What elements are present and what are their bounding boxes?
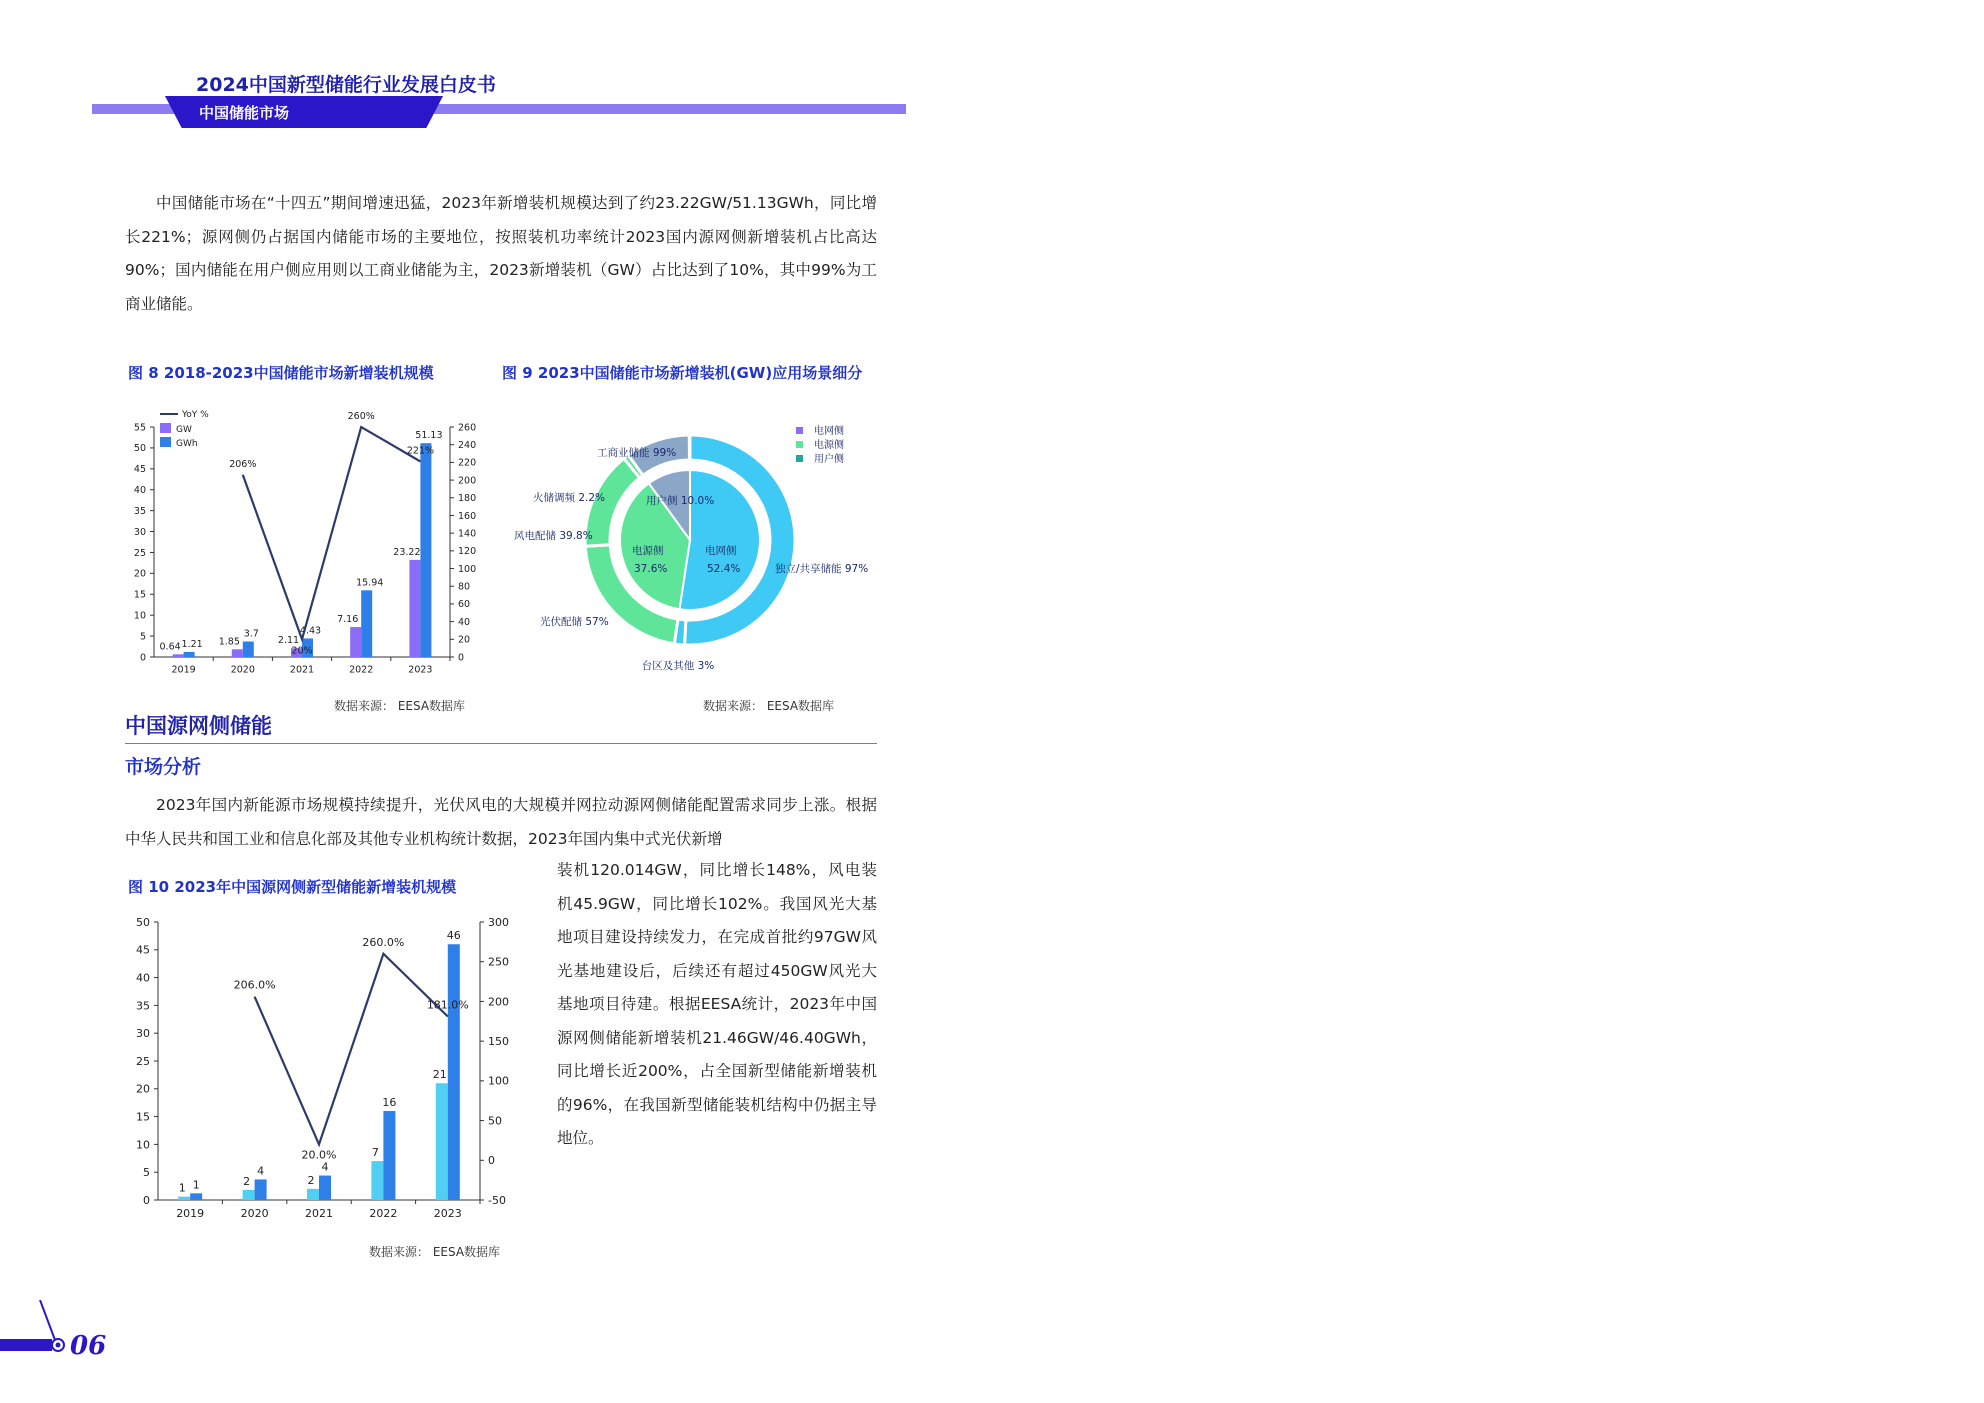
bar-gw-label: 2.11 [277,635,300,647]
section-label: 中国储能市场 [199,104,290,122]
inner-label-grid-name: 电网侧 [705,545,737,557]
y2-tick-label: 220 [458,457,477,469]
y2-tick-label: 140 [458,528,477,540]
legend-swatch [796,455,803,462]
legend-gw-swatch [160,423,171,433]
yoy-label: 260.0% [362,935,405,949]
bar-gw-label: 1.85 [218,636,240,648]
y2-tick-label: 250 [488,955,509,969]
yoy-label: 206% [229,458,257,470]
bar-gw-label: 7 [371,1146,379,1160]
bar-gwh-label: 4.43 [299,625,322,637]
outer-slice [689,435,690,460]
legend-yoy-label: YoY % [182,410,209,420]
y-tick-label: 15 [133,589,146,601]
bar-gwh [184,652,195,657]
y-tick-label: 25 [136,1054,150,1068]
y2-tick-label: 0 [488,1154,495,1168]
bar-gw-label: 7.16 [337,614,359,626]
outer-label: 台区及其他 3% [641,660,715,672]
y2-tick-label: 100 [458,563,477,575]
legend-label: 电网侧 [814,426,844,437]
y2-tick-label: 240 [458,440,477,452]
bar-gw [409,560,420,657]
document-title: 2024中国新型储能行业发展白皮书 [196,74,496,96]
inner-slice [679,470,760,610]
y-tick-label: 30 [133,526,146,538]
x-tick-label: 2022 [369,1207,398,1220]
page-number: 06 [70,1331,107,1361]
bar-gw-label: 1 [178,1181,186,1195]
y2-tick-label: 50 [488,1114,502,1128]
fig8-chart [120,405,500,685]
outer-label: 光伏配储 57% [540,616,609,628]
y-tick-label: 45 [133,464,146,476]
x-tick-label: 2021 [305,1207,333,1220]
yoy-label: 181.0% [426,998,469,1012]
legend-label: 用户侧 [814,454,844,465]
y2-tick-label: 120 [458,546,477,558]
outer-label: 工商业储能 99% [597,447,677,459]
y-tick-label: 50 [133,443,146,455]
x-tick-label: 2020 [240,1207,269,1220]
yoy-label: 20.0% [301,1148,337,1162]
side-paragraph: 装机120.014GW，同比增长148%，风电装机45.9GW，同比增长102%。我国风光大基地项目建设持续发力，在完成首批约97GW风光基地建设后，后续还有超过450GW风光大基地项目待建。根据EESA统计，2023年中国源网侧储能新增装机21.46GW/46.40GWh，同比增长近200%，占全国新型储能新增装机的96%，在我国新型储能装机结构中仍据主导地位。 [557,861,877,1147]
x-tick-label: 2019 [171,664,196,676]
corner-bar [0,1339,52,1351]
corner-line [40,1300,55,1340]
fig10-source: 数据来源： EESA数据库 [369,1245,501,1259]
bar-gwh [255,1179,267,1200]
bar-gw [232,649,243,657]
y2-tick-label: 300 [488,915,509,929]
x-tick-label: 2023 [408,664,433,676]
y-tick-label: 40 [136,971,150,985]
y2-tick-label: 200 [488,995,509,1009]
outer-label: 火储调频 2.2% [533,492,606,504]
x-tick-label: 2023 [433,1207,462,1220]
bar-gwh-label: 1.21 [181,638,203,650]
fig9-chart [500,420,890,685]
x-tick-label: 2021 [289,664,315,676]
bar-gw [178,1197,190,1200]
bar-gwh-label: 16 [382,1096,397,1110]
fig10-chart [135,912,535,1224]
intro-paragraph: 中国储能市场在“十四五”期间增速迅猛，2023年新增装机规模达到了约23.22GW/51.13GWh，同比增长221%；源网侧仍占据国内储能市场的主要地位，按照装机功率统计2023国内源网侧新增装机占比高达90%；国内储能在用户侧应用则以工商业储能为主，2023新增装机（GW）占比达到了10%，其中99%为工商业储能。 [125,194,877,313]
y-tick-label: 5 [139,631,146,643]
y2-tick-label: 200 [458,475,477,487]
bar-gw [307,1189,319,1200]
y2-tick-label: 20 [458,634,471,646]
y2-tick-label: 100 [488,1074,509,1088]
y2-tick-label: 160 [458,510,477,522]
outer-label: 风电配储 39.8% [514,530,593,542]
fig9-source: 数据来源： EESA数据库 [703,699,835,713]
bar-gwh-label: 51.13 [415,430,443,442]
legend-gwh-swatch [160,437,171,447]
section-heading: 中国源网侧储能 [125,714,272,738]
legend-gwh-label: GWh [176,439,198,449]
yoy-label: 206.0% [233,978,276,992]
y-tick-label: 40 [133,485,146,497]
inner-label-user: 用户侧 10.0% [646,495,715,507]
inner-label-grid-value: 52.4% [707,563,741,575]
y-tick-label: 0 [143,1193,150,1207]
bar-gw [243,1190,255,1200]
bar-gw-label: 0.64 [159,641,181,653]
market-paragraph: 2023年国内新能源市场规模持续提升，光伏风电的大规模并网拉动源网侧储能配置需求同步上涨。根据中华人民共和国工业和信息化部及其他专业机构统计数据，2023年国内集中式光伏新增 [125,796,877,848]
bar-gwh [383,1111,395,1200]
bar-gwh [319,1176,331,1200]
y2-tick-label: 260 [458,422,477,434]
page-corner-ornament [0,1300,70,1360]
corner-dot [56,1343,61,1348]
fig9-title: 图 9 2023中国储能市场新增装机(GW)应用场景细分 [502,364,863,382]
bar-gwh-label: 15.94 [356,577,384,589]
bar-gwh [420,443,431,657]
y-tick-label: 5 [143,1166,150,1180]
x-tick-label: 2019 [176,1207,205,1220]
inner-label-source-name: 电源侧 [632,545,664,557]
x-tick-label: 2022 [349,664,374,676]
legend-label: 电源侧 [814,440,844,451]
bar-gwh-label: 1 [192,1178,200,1192]
bar-gw-label: 2 [307,1173,315,1187]
y2-tick-label: 80 [458,581,471,593]
y-tick-label: 10 [136,1138,150,1152]
bar-gwh [448,944,460,1200]
fig8-title: 图 8 2018-2023中国储能市场新增装机规模 [128,364,434,382]
bar-gw [371,1161,383,1200]
bar-gw-label: 23.22 [393,546,421,558]
bar-gwh [190,1193,202,1200]
bar-gwh [243,642,254,657]
legend-swatch [796,427,803,434]
fig8-source: 数据来源： EESA数据库 [334,699,466,713]
legend-swatch [796,441,803,448]
y-tick-label: 20 [136,1082,150,1096]
y-tick-label: 55 [133,422,146,434]
y2-tick-label: 180 [458,493,477,505]
y-tick-label: 20 [133,568,146,580]
yoy-line [243,427,421,639]
bar-gwh-label: 3.7 [243,628,259,640]
bar-gw [436,1083,448,1200]
yoy-label: 260% [347,411,375,422]
legend-gw-label: GW [176,425,192,435]
outer-label: 独立/共享储能 97% [775,563,869,575]
bar-gw-label: 21 [432,1068,447,1082]
y2-tick-label: 40 [458,616,471,628]
bar-gw [173,654,184,657]
subsection-heading: 市场分析 [125,756,202,778]
bar-gw [350,627,361,657]
y2-tick-label: -50 [488,1193,506,1207]
y-tick-label: 50 [136,915,150,929]
x-tick-label: 2020 [230,664,255,676]
yoy-line [255,954,448,1145]
bar-gw-label: 2 [243,1174,251,1188]
y2-tick-label: 0 [458,652,465,664]
y2-tick-label: 150 [488,1034,509,1048]
y-tick-label: 10 [133,610,146,622]
y-tick-label: 15 [136,1110,150,1124]
y-tick-label: 35 [136,999,150,1013]
y-tick-label: 0 [139,652,146,664]
inner-label-source-value: 37.6% [634,563,668,575]
y-tick-label: 35 [133,505,146,517]
section-divider [125,743,877,744]
bar-gwh [361,590,372,657]
y-tick-label: 45 [136,943,150,957]
bar-gwh-label: 4 [321,1160,329,1174]
y2-tick-label: 60 [458,599,471,611]
bar-gwh-label: 4 [257,1164,265,1178]
yoy-label: 221% [406,445,434,457]
yoy-label: 20% [291,645,313,657]
bar-gwh-label: 46 [446,929,461,943]
y-tick-label: 30 [136,1027,150,1041]
y-tick-label: 25 [133,547,146,559]
fig10-title: 图 10 2023年中国源网侧新型储能新增装机规模 [128,878,457,896]
